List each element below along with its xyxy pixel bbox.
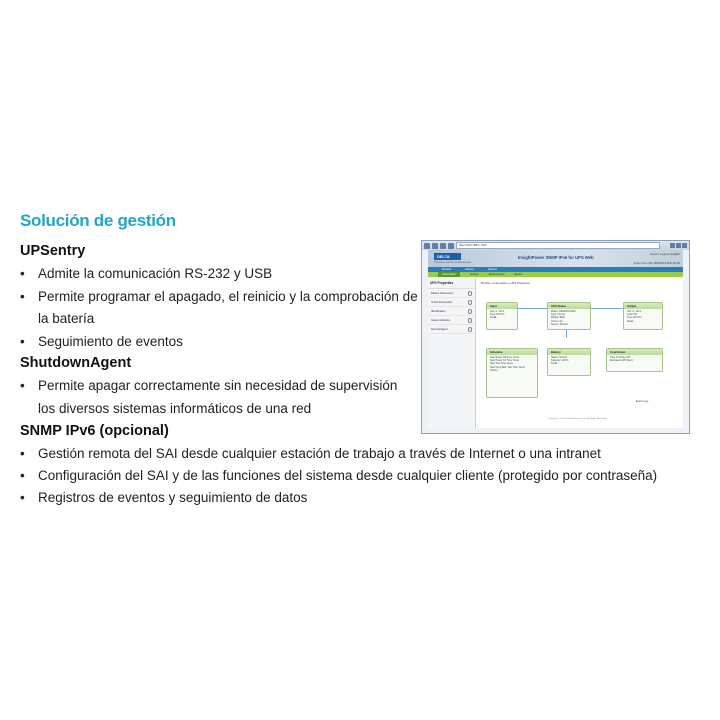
delta-logo: DELTA	[434, 253, 461, 260]
sidebar	[428, 278, 476, 428]
bullet-item: • Admite la comunicación RS-232 y USB	[20, 266, 273, 281]
subnav-environment: Environment	[488, 272, 505, 276]
bullet-icon: •	[20, 468, 25, 483]
close-icon	[682, 243, 687, 248]
browser-toolbar	[422, 241, 689, 250]
window-controls	[670, 243, 687, 248]
web-ui-screenshot	[421, 240, 690, 434]
forward-icon	[432, 243, 438, 249]
section-title: Solución de gestión	[20, 211, 176, 230]
bullet-continuation: la batería	[38, 311, 95, 326]
sidebar-title: UPS Properties	[428, 278, 475, 289]
bullet-continuation: los diversos sistemas informáticos de una red	[38, 401, 312, 416]
refresh-icon	[440, 243, 446, 249]
back-icon	[424, 243, 430, 249]
sidebar-item: Status Indication	[428, 316, 475, 325]
maximize-icon	[676, 243, 681, 248]
bullet-item: • Configuración del SAI y de las funciones del sistema desde cualquier cliente (protegido por contraseña)	[20, 468, 658, 483]
heading-shutdownagent: ShutdownAgent	[20, 355, 132, 371]
system-time: System Time: Mon 08/08/2013 08:01:50 AM	[633, 262, 680, 265]
countdown-panel: Countdown Time To Power Off: Estimated UPS (Sec):	[606, 348, 663, 372]
ups-status-panel: UPS Status Model: GES203N 3000 Type: On-line Rating: 3kVA Comm: Ok Source: Normal	[547, 302, 591, 330]
event-log-link: Event Log...	[636, 400, 650, 403]
bullet-icon: •	[20, 334, 25, 349]
subnav-history: History	[470, 272, 479, 276]
schedule-panel: Schedule Next Power Off Time: None Next Power On Time: None Next Test Time: None Next Deep Batt. Test Time: None History...	[486, 348, 538, 398]
copyright: Copyright © 2011 Delta Electronics, Inc. All Rights Reserved.	[548, 418, 607, 420]
battery-panel: Battery Status: Normal Capacity: 100 % Detail...	[547, 348, 591, 376]
bullet-icon: •	[20, 266, 25, 281]
home-icon	[448, 243, 454, 249]
bullet-item: • Permite programar el apagado, el reinicio y la comprobación de	[20, 289, 418, 304]
sidebar-item: Devices/Agent	[428, 325, 475, 334]
flow-connector	[588, 308, 624, 309]
heading-upsentry: UPSentry	[20, 243, 86, 259]
bullet-item: • Permite apagar correctamente sin necesidad de supervisión	[20, 378, 398, 393]
nav-system: System	[487, 267, 498, 271]
minimize-icon	[670, 243, 675, 248]
breadcrumb: Monitor » Information » UPS Properties	[481, 281, 530, 285]
page-banner	[428, 250, 683, 267]
tagline: The power behind competitiveness	[434, 261, 471, 264]
bullet-icon: •	[20, 289, 25, 304]
subnav-information: Information	[438, 272, 460, 277]
heading-snmp: SNMP IPv6 (opcional)	[20, 423, 169, 439]
sidebar-item: Identification	[428, 307, 475, 316]
sub-nav	[428, 272, 683, 277]
header-links: Home | Logout | English	[650, 252, 680, 256]
bullet-icon: •	[20, 378, 25, 393]
address-bar: http://192.168.1.100/	[456, 242, 660, 249]
nav-device: Device	[465, 267, 474, 271]
sidebar-item: Battery Parameters	[428, 289, 475, 298]
output-panel: Output Volt. in: 110.1 Load: 8% Freq: 60.0 Hz Detail...	[623, 302, 663, 330]
sidebar-item: In/Out Parameters	[428, 298, 475, 307]
input-panel: Input Volt. in: 111.0 Freq: 60.0 Hz Detail...	[486, 302, 518, 330]
bullet-icon: •	[20, 446, 25, 461]
nav-monitor: Monitor	[442, 267, 452, 271]
bullet-item: • Gestión remota del SAI desde cualquier estación de trabajo a través de Internet o una intranet	[20, 446, 601, 461]
main-area	[428, 278, 683, 428]
bullet-icon: •	[20, 490, 25, 505]
subnav-about: About	[514, 272, 522, 276]
bullet-item: • Registros de eventos y seguimiento de datos	[20, 490, 308, 505]
product-title: InsightPower SNMP IPv6 for UPS Web	[518, 255, 594, 260]
bullet-item: • Seguimiento de eventos	[20, 334, 183, 349]
